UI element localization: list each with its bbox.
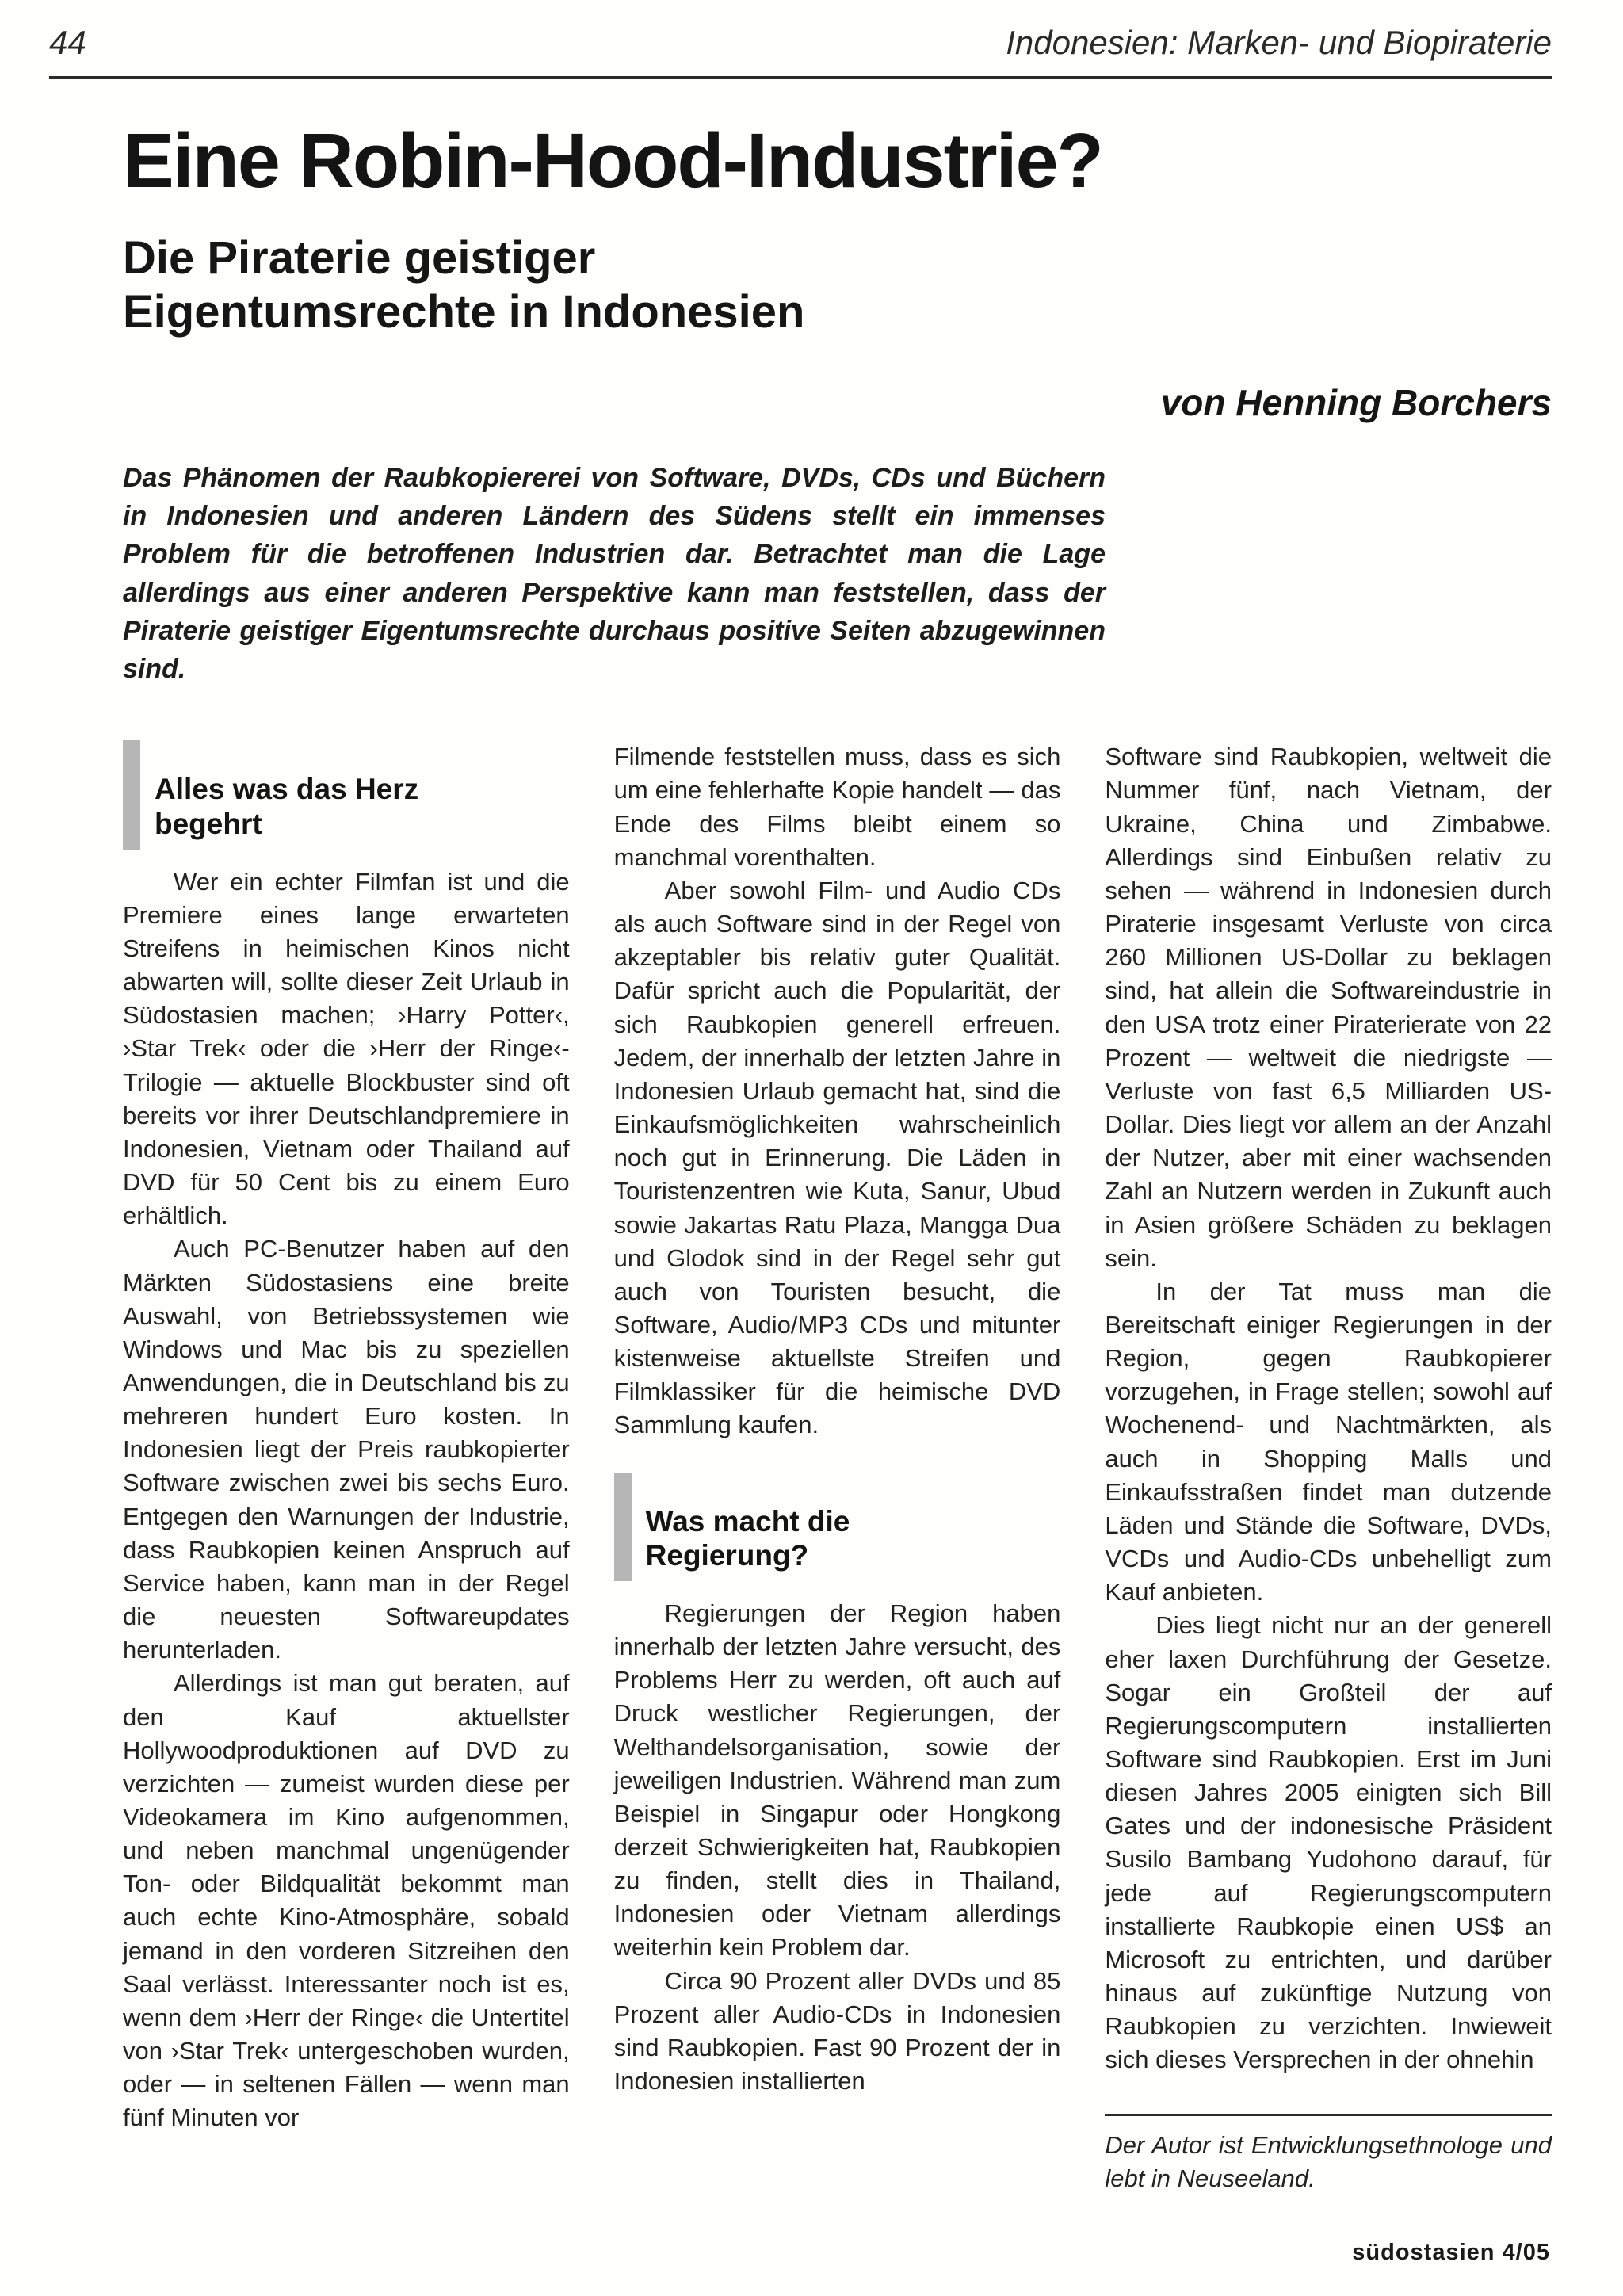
column-3 <box>1105 740 1552 2195</box>
article-subtitle: Die Piraterie geistiger Eigentumsrechte in Indonesien <box>123 231 805 338</box>
author-note <box>1105 2114 1552 2195</box>
paragraph: Allerdings ist man gut beraten, auf den Kauf aktuellster Hollywoodproduktionen auf DVD zu verzichten — zumeist wurden diese per Videokamera im Kino aufgenommen, und neben manchmal ungenügender Ton- oder Bildqualität bekommt man auch echte Kino-Atmosphäre, sobald jemand in den vorderen Sitzreihen den Saal verlässt. Interessanter noch ist es, wenn dem ›Herr der Ringe‹ die Untertitel von ›Star Trek‹ untergeschoben wurden, oder — in seltenen Fällen — wenn man fünf Minuten vor <box>123 1669 570 2132</box>
paragraph: Regierungen der Region haben innerhalb der letzten Jahre versucht, des Problems Herr zu werden, oft auch auf Druck westlicher Regierungen, der Welthandelsorganisation, sowie der jeweiligen Industrien. Während man zum Beispiel in Singapur oder Hongkong derzeit Schwierigkeiten hat, Raubkopien zu finden, stellt dies in Thailand, Indonesien oder Vietnam allerdings weiterhin kein Problem dar. <box>613 1599 1061 1962</box>
running-title: Indonesien: Marken- und Biopiraterie <box>1006 24 1552 61</box>
section-heading-was-macht-die-regierung <box>614 1504 979 1573</box>
byline: von Henning Borchers <box>1160 381 1552 423</box>
article-title: Eine Robin-Hood-Industrie? <box>123 117 1102 204</box>
paragraph: Circa 90 Prozent aller DVDs und 85 Prozent aller Audio-CDs in Indonesien sind Raubkopien. Fast 90 Prozent der in Indonesien installierten <box>613 1966 1061 2095</box>
paragraph: Software sind Raubkopien, weltweit die Nummer fünf, nach Vietnam, der Ukraine, China und Zimbabwe. Allerdings sind Einbußen relativ zu sehen — während in Indonesien durch Piraterie insgesamt Verluste von circa 260 Millionen US-Dollar zu beklagen sind, hat allein die Softwareindustrie in den USA trotz einer Piraterierate von 22 Prozent — weltweit die niedrigste — Verluste von fast 6,5 Milliarden US-Dollar. Dies liegt vor allem an der Anzahl der Nutzer, aber mit einer wachsenden Zahl an Nutzern werden in Zukunft auch in Asien größere Schäden zu beklagen sein. <box>1105 743 1552 1272</box>
paragraph: Auch PC-Benutzer haben auf den Märkten Südostasiens eine breite Auswahl, von Betriebssystemen wie Windows und Mac bis zu speziellen Anwendungen, die in Deutschland bis zu mehreren hundert Euro kosten. In Indonesien liegt der Preis raubkopierter Software zwischen zwei bis sechs Euro. Entgegen den Warnungen der Industrie, dass Raubkopien keinen Anspruch auf Service haben, kann man in der Regel die neuesten Softwareupdates herunterladen. <box>123 1235 570 1664</box>
section-heading-bar <box>614 1473 632 1581</box>
journal-footer: südostasien 4/05 <box>1352 2240 1550 2265</box>
author-note-text: Der Autor ist Entwicklungsethnologe und lebt in Neuseeland. <box>1105 2130 1552 2192</box>
section-heading-bar <box>123 740 140 849</box>
body-columns <box>123 740 1552 2195</box>
section-heading-label: Was macht die Regierung? <box>645 1504 850 1572</box>
lead-paragraph: Das Phänomen der Raubkopiererei von Software, DVDs, CDs und Büchern in Indonesien und anderen Ländern des Südens stellt ein immenses Problem für die betroffenen Industrien dar. Betrachtet man die Lage allerdings aus einer anderen Perspektive kann man feststellen, dass der Piraterie geistiger Eigentumsrechte durchaus positive Seiten abzugewinnen sind. <box>123 462 1106 685</box>
paragraph: Filmende feststellen muss, dass es sich um eine fehlerhafte Kopie handelt — das Ende des Films bleibt einem so manchmal vorenthalten. <box>613 743 1061 871</box>
paragraph: Aber sowohl Film- und Audio CDs als auch Software sind in der Regel von akzeptabler bis relativ guter Qualität. Dafür spricht auch die Popularität, der sich Raubkopien generell erfreuen. Jedem, der innerhalb der letzten Jahre in Indonesien Urlaub gemacht hat, sind die Einkaufsmöglichkeiten wahrscheinlich noch gut in Erinnerung. Die Läden in Touristenzentren wie Kuta, Sanur, Ubud sowie Jakartas Ratu Plaza, Mangga Dua und Glodok sind in der Regel sehr gut auch von Touristen besucht, die Software, Audio/MP3 CDs und mitunter kistenweise aktuellste Streifen und Filmklassiker für die heimische DVD Sammlung kaufen. <box>613 876 1061 1439</box>
column-2 <box>614 740 1061 2195</box>
page-header <box>49 24 1552 62</box>
section-heading-label: Alles was das Herz begehrt <box>155 773 419 840</box>
article-content <box>0 79 1623 2195</box>
column-1 <box>123 740 570 2195</box>
page-number: 44 <box>49 24 86 61</box>
paragraph: In der Tat muss man die Bereitschaft einiger Regierungen in der Region, gegen Raubkopierer vorzugehen, in Frage stellen; sowohl auf Wochenend- und Nachtmärkten, als auch in Shopping Malls und Einkaufsstraßen findet man dutzende Läden und Stände die Software, DVDs, VCDs und Audio-CDs unbehelligt zum Kauf anbieten. <box>1105 1277 1552 1606</box>
paragraph: Wer ein echter Filmfan ist und die Premiere eines lange erwarteten Streifens in heimischen Kinos nicht abwarten will, sollte dieser Zeit Urlaub in Südostasien machen; ›Harry Potter‹, ›Star Trek‹ oder die ›Herr der Ringe‹-Trilogie — aktuelle Blockbuster sind oft bereits vor ihrer Deutschlandpremiere in Indonesien, Vietnam oder Thailand auf DVD für 50 Cent bis zu einem Euro erhältlich. <box>123 867 570 1230</box>
paragraph: Dies liegt nicht nur an der generell eher laxen Durchführung der Gesetze. Sogar ein Großteil der auf Regierungscomputern installierten Software sind Raubkopien. Erst im Juni diesen Jahres 2005 einigten sich Bill Gates und der indonesische Präsident Susilo Bambang Yudohono darauf, für jede auf Regierungscomputern installierte Raubkopie einen US$ an Microsoft zu entrichten, und darüber hinaus auf zukünftige Nutzung von Raubkopien zu verzichten. Inwieweit sich dieses Versprechen in der ohnehin <box>1105 1611 1552 2074</box>
section-heading-alles-was-das-herz-begehrt <box>123 772 487 841</box>
